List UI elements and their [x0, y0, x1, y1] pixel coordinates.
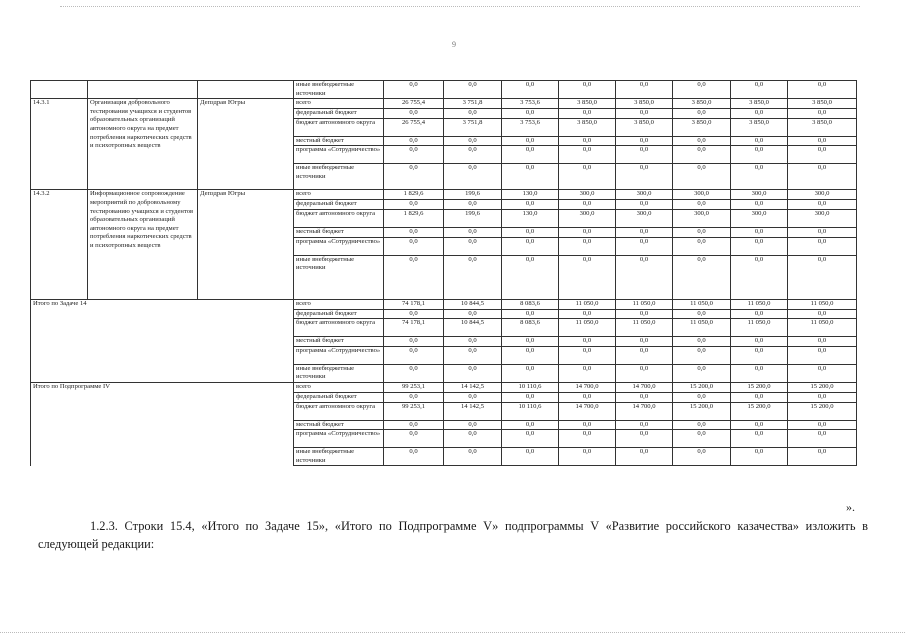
amount-cell: 0,0 [731, 255, 788, 299]
measure-name: Информационное сопровождение мероприятий по добровольному тестированию учащихся и студентов образовательных организаций автономного округа на предмет потребления наркотических средств и психотропных веществ [88, 190, 198, 299]
amendment-paragraph: 1.2.3. Строки 15.4, «Итого по Задаче 15», «Итого по Подпрограмме V» подпрограммы V «Развитие российского казачества» изложить в следующей редакции: [38, 519, 868, 551]
amount-cell: 0,0 [502, 237, 559, 255]
amount-cell: 15 200,0 [731, 382, 788, 392]
amount-cell: 0,0 [616, 337, 673, 347]
amount-cell: 0,0 [731, 392, 788, 402]
amount-cell: 0,0 [502, 420, 559, 430]
amount-cell: 0,0 [559, 448, 616, 466]
amount-cell: 3 753,6 [502, 118, 559, 136]
amount-cell: 14 142,5 [444, 382, 502, 392]
page-number: 9 [452, 40, 456, 49]
amount-cell: 10 110,6 [502, 402, 559, 420]
row-code: 14.3.1 [31, 99, 88, 190]
amount-cell: 0,0 [502, 255, 559, 299]
amount-cell: 0,0 [731, 448, 788, 466]
amount-cell: 0,0 [444, 337, 502, 347]
amount-cell: 11 050,0 [731, 319, 788, 337]
amount-cell: 0,0 [673, 430, 731, 448]
amount-cell: 0,0 [731, 227, 788, 237]
amount-cell: 0,0 [384, 309, 444, 319]
amount-cell: 0,0 [673, 81, 731, 99]
funding-source: программа «Сотрудничество» [294, 237, 384, 255]
amount-cell: 14 700,0 [616, 382, 673, 392]
amount-cell: 0,0 [788, 364, 857, 382]
funding-source: местный бюджет [294, 136, 384, 146]
funding-source: программа «Сотрудничество» [294, 346, 384, 364]
amount-cell: 0,0 [616, 346, 673, 364]
amount-cell: 0,0 [616, 81, 673, 99]
amount-cell: 0,0 [673, 237, 731, 255]
amount-cell: 0,0 [731, 420, 788, 430]
amount-cell: 10 844,5 [444, 319, 502, 337]
amount-cell: 0,0 [384, 420, 444, 430]
amount-cell: 199,6 [444, 209, 502, 227]
amount-cell: 15 200,0 [788, 382, 857, 392]
funding-source: бюджет автономного округа [294, 118, 384, 136]
amount-cell: 0,0 [788, 81, 857, 99]
executor-name: Депздрав Югры [198, 190, 294, 299]
amount-cell: 3 850,0 [673, 99, 731, 109]
amount-cell: 300,0 [616, 190, 673, 200]
amount-cell: 0,0 [559, 392, 616, 402]
amount-cell: 0,0 [559, 237, 616, 255]
amount-cell: 0,0 [616, 364, 673, 382]
amount-cell: 0,0 [788, 309, 857, 319]
total-label: Итого по Подпрограмме IV [31, 382, 294, 465]
amount-cell: 11 050,0 [673, 299, 731, 309]
funding-source: иные внебюджетные источники [294, 164, 384, 190]
amount-cell: 0,0 [384, 227, 444, 237]
funding-source: иные внебюджетные источники [294, 255, 384, 299]
amount-cell: 0,0 [673, 420, 731, 430]
amount-cell: 0,0 [731, 146, 788, 164]
amount-cell: 3 751,8 [444, 99, 502, 109]
amount-cell: 0,0 [673, 136, 731, 146]
amount-cell: 3 850,0 [788, 99, 857, 109]
amount-cell: 74 178,1 [384, 319, 444, 337]
amount-cell: 0,0 [673, 164, 731, 190]
funding-source: местный бюджет [294, 420, 384, 430]
amount-cell: 0,0 [384, 81, 444, 99]
amount-cell: 0,0 [444, 146, 502, 164]
amount-cell: 8 083,6 [502, 319, 559, 337]
amount-cell: 0,0 [673, 364, 731, 382]
table-row [31, 99, 857, 109]
amount-cell: 0,0 [673, 109, 731, 119]
amount-cell: 11 050,0 [673, 319, 731, 337]
amount-cell: 15 200,0 [731, 402, 788, 420]
amount-cell: 0,0 [673, 448, 731, 466]
amount-cell: 0,0 [559, 255, 616, 299]
amount-cell: 130,0 [502, 209, 559, 227]
amount-cell: 0,0 [731, 237, 788, 255]
amount-cell: 0,0 [444, 430, 502, 448]
amount-cell: 0,0 [384, 200, 444, 210]
amount-cell: 1 829,6 [384, 209, 444, 227]
amount-cell: 3 850,0 [616, 99, 673, 109]
amount-cell: 3 850,0 [616, 118, 673, 136]
table-row [31, 190, 857, 200]
amount-cell: 0,0 [502, 164, 559, 190]
amount-cell: 0,0 [559, 109, 616, 119]
scan-bottom-edge [0, 632, 905, 633]
amount-cell: 0,0 [444, 392, 502, 402]
amount-cell: 0,0 [502, 430, 559, 448]
total-label: Итого по Задаче 14 [31, 299, 294, 382]
amount-cell: 0,0 [673, 309, 731, 319]
amount-cell: 0,0 [788, 255, 857, 299]
amount-cell: 0,0 [444, 420, 502, 430]
amount-cell: 0,0 [673, 200, 731, 210]
amount-cell: 0,0 [384, 448, 444, 466]
amount-cell: 0,0 [444, 109, 502, 119]
amount-cell: 0,0 [559, 164, 616, 190]
amount-cell: 0,0 [502, 136, 559, 146]
amount-cell: 0,0 [559, 420, 616, 430]
amount-cell: 0,0 [559, 227, 616, 237]
amount-cell: 15 200,0 [788, 402, 857, 420]
amount-cell: 11 050,0 [788, 299, 857, 309]
amount-cell: 0,0 [788, 337, 857, 347]
funding-source: всего [294, 99, 384, 109]
amount-cell: 11 050,0 [616, 299, 673, 309]
funding-source: бюджет автономного округа [294, 402, 384, 420]
funding-source: бюджет автономного округа [294, 319, 384, 337]
amount-cell: 0,0 [788, 109, 857, 119]
amount-cell: 10 110,6 [502, 382, 559, 392]
funding-source: федеральный бюджет [294, 109, 384, 119]
amount-cell: 0,0 [616, 227, 673, 237]
amount-cell: 0,0 [559, 136, 616, 146]
row-code: 14.3.2 [31, 190, 88, 299]
funding-source: местный бюджет [294, 227, 384, 237]
amount-cell: 0,0 [788, 227, 857, 237]
amount-cell: 0,0 [444, 364, 502, 382]
funding-source: местный бюджет [294, 337, 384, 347]
amount-cell: 0,0 [502, 146, 559, 164]
measure-name [88, 81, 198, 99]
amount-cell: 0,0 [559, 81, 616, 99]
amount-cell: 0,0 [788, 430, 857, 448]
amount-cell: 300,0 [559, 209, 616, 227]
amount-cell: 0,0 [731, 309, 788, 319]
amount-cell: 11 050,0 [731, 299, 788, 309]
amount-cell: 0,0 [384, 146, 444, 164]
funding-source: иные внебюджетные источники [294, 81, 384, 99]
amount-cell: 0,0 [502, 227, 559, 237]
funding-source: федеральный бюджет [294, 200, 384, 210]
amount-cell: 0,0 [384, 337, 444, 347]
amount-cell: 0,0 [559, 200, 616, 210]
amount-cell: 15 200,0 [673, 382, 731, 392]
amount-cell: 0,0 [502, 200, 559, 210]
amount-cell: 0,0 [502, 364, 559, 382]
table-row [31, 299, 857, 309]
amount-cell: 11 050,0 [559, 319, 616, 337]
funding-source: иные внебюджетные источники [294, 364, 384, 382]
amount-cell: 0,0 [444, 164, 502, 190]
funding-source: иные внебюджетные источники [294, 448, 384, 466]
amount-cell: 0,0 [731, 200, 788, 210]
amount-cell: 0,0 [616, 448, 673, 466]
amount-cell: 300,0 [731, 209, 788, 227]
amount-cell: 0,0 [444, 237, 502, 255]
amount-cell: 3 751,8 [444, 118, 502, 136]
funding-source: программа «Сотрудничество» [294, 146, 384, 164]
amount-cell: 26 755,4 [384, 118, 444, 136]
amount-cell: 0,0 [384, 109, 444, 119]
amount-cell: 0,0 [384, 430, 444, 448]
amount-cell: 0,0 [502, 337, 559, 347]
amount-cell: 0,0 [502, 448, 559, 466]
amount-cell: 0,0 [731, 430, 788, 448]
amount-cell: 0,0 [502, 81, 559, 99]
amount-cell: 300,0 [673, 190, 731, 200]
scan-top-edge [60, 6, 860, 7]
amount-cell: 0,0 [444, 200, 502, 210]
amount-cell: 0,0 [384, 237, 444, 255]
table-row [31, 81, 857, 99]
amount-cell: 0,0 [559, 309, 616, 319]
amount-cell: 0,0 [444, 227, 502, 237]
funding-source: федеральный бюджет [294, 309, 384, 319]
amount-cell: 0,0 [616, 392, 673, 402]
amount-cell: 0,0 [444, 136, 502, 146]
amount-cell: 300,0 [788, 209, 857, 227]
amount-cell: 300,0 [616, 209, 673, 227]
amount-cell: 0,0 [559, 146, 616, 164]
amount-cell: 3 850,0 [731, 118, 788, 136]
amount-cell: 130,0 [502, 190, 559, 200]
amount-cell: 0,0 [502, 392, 559, 402]
amount-cell: 14 700,0 [559, 382, 616, 392]
amount-cell: 0,0 [444, 448, 502, 466]
amount-cell: 15 200,0 [673, 402, 731, 420]
funding-source: всего [294, 190, 384, 200]
executor-name: Депздрав Югры [198, 99, 294, 190]
amount-cell: 300,0 [788, 190, 857, 200]
amount-cell: 0,0 [731, 109, 788, 119]
amount-cell: 0,0 [673, 392, 731, 402]
amount-cell: 0,0 [384, 392, 444, 402]
amount-cell: 0,0 [673, 146, 731, 164]
amount-cell: 0,0 [444, 81, 502, 99]
funding-source: программа «Сотрудничество» [294, 430, 384, 448]
amount-cell: 0,0 [616, 136, 673, 146]
amount-cell: 3 850,0 [731, 99, 788, 109]
amount-cell: 0,0 [788, 448, 857, 466]
amount-cell: 0,0 [616, 146, 673, 164]
funding-source: всего [294, 299, 384, 309]
amount-cell: 0,0 [502, 309, 559, 319]
amount-cell: 0,0 [731, 81, 788, 99]
closing-quote-mark: ». [846, 500, 855, 514]
amount-cell: 99 253,1 [384, 402, 444, 420]
funding-source: всего [294, 382, 384, 392]
amount-cell: 0,0 [384, 364, 444, 382]
amount-cell: 0,0 [502, 346, 559, 364]
amount-cell: 0,0 [616, 200, 673, 210]
amount-cell: 0,0 [616, 420, 673, 430]
funding-source: федеральный бюджет [294, 392, 384, 402]
amount-cell: 0,0 [384, 346, 444, 364]
measure-name: Организация добровольного тестирования учащихся и студентов образовательных организаций автономного округа на предмет потребления наркотических средств и психотропных веществ [88, 99, 198, 190]
amount-cell: 0,0 [788, 136, 857, 146]
amount-cell: 300,0 [731, 190, 788, 200]
amount-cell: 0,0 [616, 255, 673, 299]
amount-cell: 11 050,0 [616, 319, 673, 337]
amount-cell: 0,0 [731, 136, 788, 146]
amount-cell: 300,0 [559, 190, 616, 200]
amount-cell: 0,0 [788, 420, 857, 430]
amount-cell: 0,0 [444, 346, 502, 364]
amount-cell: 0,0 [559, 430, 616, 448]
amount-cell: 0,0 [444, 309, 502, 319]
amount-cell: 0,0 [731, 364, 788, 382]
amount-cell: 0,0 [788, 346, 857, 364]
executor-name [198, 81, 294, 99]
amount-cell: 199,6 [444, 190, 502, 200]
amount-cell: 0,0 [673, 255, 731, 299]
budget-table [30, 80, 857, 466]
amount-cell: 0,0 [673, 227, 731, 237]
amount-cell: 1 829,6 [384, 190, 444, 200]
amount-cell: 11 050,0 [788, 319, 857, 337]
amount-cell: 0,0 [616, 109, 673, 119]
amount-cell: 0,0 [616, 309, 673, 319]
amount-cell: 0,0 [559, 364, 616, 382]
amount-cell: 0,0 [788, 237, 857, 255]
amount-cell: 0,0 [673, 346, 731, 364]
amount-cell: 0,0 [673, 337, 731, 347]
amount-cell: 0,0 [731, 164, 788, 190]
amount-cell: 11 050,0 [559, 299, 616, 309]
amount-cell: 3 850,0 [788, 118, 857, 136]
amount-cell: 8 083,6 [502, 299, 559, 309]
table-row [31, 382, 857, 392]
amount-cell: 0,0 [384, 136, 444, 146]
amount-cell: 0,0 [559, 346, 616, 364]
amount-cell: 74 178,1 [384, 299, 444, 309]
amount-cell: 0,0 [788, 164, 857, 190]
amount-cell: 0,0 [731, 337, 788, 347]
amount-cell: 0,0 [616, 237, 673, 255]
amount-cell: 0,0 [502, 109, 559, 119]
budget-table-container [30, 80, 856, 466]
amount-cell: 3 753,6 [502, 99, 559, 109]
amount-cell: 14 142,5 [444, 402, 502, 420]
row-code [31, 81, 88, 99]
amount-cell: 0,0 [788, 392, 857, 402]
amount-cell: 0,0 [384, 164, 444, 190]
amount-cell: 0,0 [731, 346, 788, 364]
amount-cell: 3 850,0 [673, 118, 731, 136]
amount-cell: 0,0 [616, 164, 673, 190]
amount-cell: 300,0 [673, 209, 731, 227]
funding-source: бюджет автономного округа [294, 209, 384, 227]
amount-cell: 0,0 [444, 255, 502, 299]
amount-cell: 0,0 [559, 337, 616, 347]
amount-cell: 14 700,0 [559, 402, 616, 420]
amount-cell: 10 844,5 [444, 299, 502, 309]
amount-cell: 0,0 [788, 200, 857, 210]
amount-cell: 0,0 [788, 146, 857, 164]
amount-cell: 3 850,0 [559, 118, 616, 136]
amount-cell: 14 700,0 [616, 402, 673, 420]
amount-cell: 0,0 [616, 430, 673, 448]
amount-cell: 99 253,1 [384, 382, 444, 392]
amount-cell: 3 850,0 [559, 99, 616, 109]
amount-cell: 26 755,4 [384, 99, 444, 109]
amount-cell: 0,0 [384, 255, 444, 299]
